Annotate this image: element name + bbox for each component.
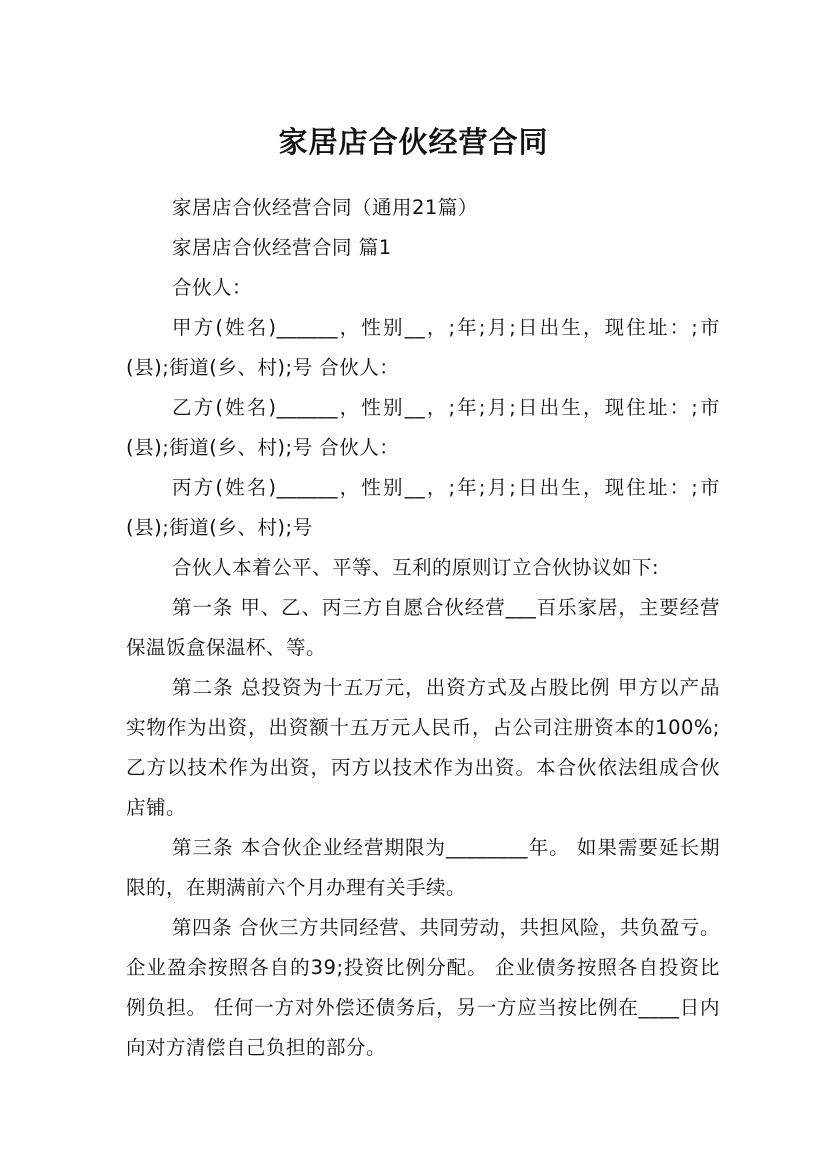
partners-label: 合伙人： bbox=[172, 276, 253, 299]
article-2: 第二条 总投资为十五万元，出资方式及占股比例 甲方以产品实物作为出资，出资额十五万元人民币，占公司注册资本的100%; 乙方以技术作为出资，丙方以技术作为出资。本合伙依法组成合伙店铺。 bbox=[126, 676, 720, 819]
party-c-paragraph: 丙方(姓名)______，性别__，;年;月;日出生，现住址：;市(县);街道(乡、村);号 bbox=[126, 476, 720, 539]
party-b-paragraph: 乙方(姓名)______，性别__，;年;月;日出生，现住址：;市(县);街道(乡、村);号 合伙人： bbox=[126, 396, 720, 459]
document-title: 家居店合伙经营合同 bbox=[278, 125, 549, 160]
article-3: 第三条 本合伙企业经营期限为________年。 如果需要延长期限的，在期满前六个月办理有关手续。 bbox=[126, 836, 720, 899]
article-4: 第四条 合伙三方共同经营、共同劳动，共担风险，共负盈亏。 企业盈余按照各自的39;投资比例分配。 企业债务按照各自投资比例负担。 任何一方对外偿还债务后，另一方应当按比例在____日内向对方清偿自己负担的部分。 bbox=[126, 916, 720, 1059]
document-body bbox=[126, 188, 720, 1068]
agreement-intro: 合伙人本着公平、平等、互利的原则订立合伙协议如下: bbox=[172, 556, 660, 579]
section-heading: 家居店合伙经营合同 篇1 bbox=[172, 236, 392, 259]
document-subtitle: 家居店合伙经营合同（通用21篇） bbox=[172, 196, 478, 219]
article-1: 第一条 甲、乙、丙三方自愿合伙经营___百乐家居，主要经营保温饭盒保温杯、等。 bbox=[126, 596, 720, 659]
party-a-paragraph: 甲方(姓名)______，性别__，;年;月;日出生，现住址：;市(县);街道(乡、村);号 合伙人： bbox=[126, 316, 720, 379]
